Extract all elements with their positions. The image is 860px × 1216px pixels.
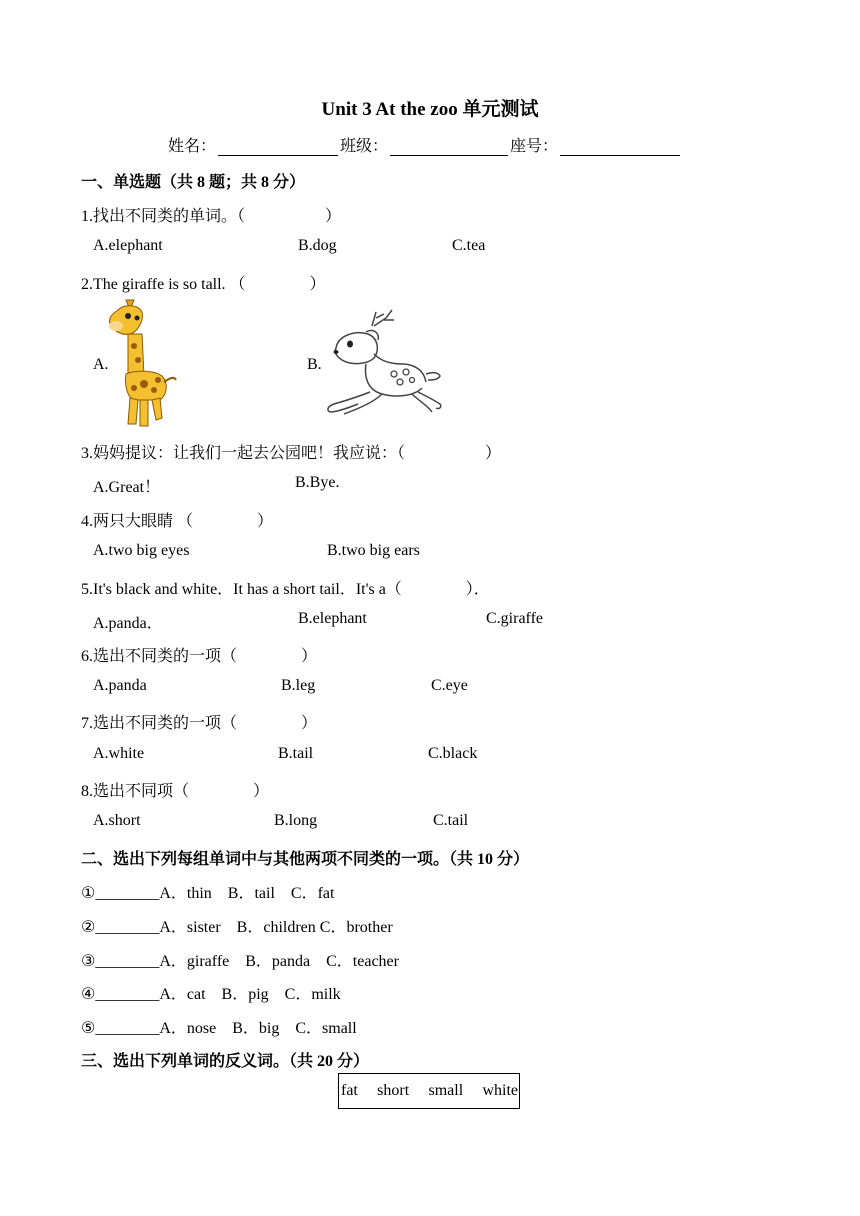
question-8-option-c[interactable]: C.tail [433, 812, 469, 829]
question-3-option-a[interactable]: A.Great！ [93, 479, 161, 496]
question-5-option-b[interactable]: B.elephant [298, 610, 367, 627]
question-8-option-a[interactable]: A.short [93, 812, 141, 829]
question-2-option-b[interactable]: B. [307, 356, 322, 373]
question-2-stem: 2.The giraffe is so tall. （ ） [81, 276, 326, 293]
question-1-option-b[interactable]: B.dog [298, 237, 337, 254]
section3-heading: 三、选出下列单词的反义词。（共 20 分） [81, 1053, 370, 1070]
question-7-stem: 7.选出不同类的一项（ ） [81, 715, 318, 732]
question-6-option-c[interactable]: C.eye [431, 677, 468, 694]
name-label: 姓名： [168, 138, 217, 155]
question-6-stem: 6.选出不同类的一项（ ） [81, 648, 318, 665]
class-blank[interactable] [390, 139, 508, 156]
question-5-stem: 5.It's black and white．It has a short tail．It's a（ ）． [81, 581, 490, 598]
word-short: short [377, 1082, 410, 1099]
section2-item-5: ⑤________A．nose B．big C．small [81, 1020, 357, 1037]
seat-label: 座号： [510, 138, 559, 155]
word-small: small [428, 1082, 464, 1099]
word-fat: fat [341, 1082, 358, 1099]
section1-heading: 一、单选题（共 8 题；共 8 分） [81, 174, 306, 191]
question-8-option-b[interactable]: B.long [274, 812, 318, 829]
name-blank[interactable] [218, 139, 338, 156]
question-2-option-a[interactable]: A. [93, 356, 109, 373]
question-5-option-c[interactable]: C.giraffe [486, 610, 544, 627]
word-white: white [482, 1082, 518, 1099]
question-4-option-a[interactable]: A.two big eyes [93, 542, 190, 559]
question-6-option-b[interactable]: B.leg [281, 677, 316, 694]
question-5-option-a[interactable]: A.panda． [93, 615, 163, 632]
section2-item-3: ③________A．giraffe B．panda C．teacher [81, 953, 399, 970]
student-info-line [168, 133, 682, 156]
question-1-option-c[interactable]: C.tea [452, 237, 486, 254]
question-7-option-c[interactable]: C.black [428, 745, 478, 762]
word-box [338, 1073, 520, 1109]
seat-blank[interactable] [560, 139, 680, 156]
question-6-option-a[interactable]: A.panda [93, 677, 147, 694]
page-title: Unit 3 At the zoo 单元测试 [321, 99, 539, 120]
question-1-stem: 1.找出不同类的单词。（ ） [81, 208, 342, 225]
question-8-stem: 8.选出不同项（ ） [81, 783, 270, 800]
question-3-stem: 3.妈妈提议：让我们一起去公园吧！我应说：（ ） [81, 445, 502, 462]
class-label: 班级： [340, 138, 389, 155]
question-7-option-b[interactable]: B.tail [278, 745, 314, 762]
question-7-option-a[interactable]: A.white [93, 745, 145, 762]
giraffe-image [104, 296, 182, 430]
question-1-option-a[interactable]: A.elephant [93, 237, 163, 254]
section2-heading: 二、选出下列每组单词中与其他两项不同类的一项。（共 10 分） [81, 851, 530, 868]
section2-item-4: ④________A．cat B．pig C．milk [81, 986, 341, 1003]
section2-item-1: ①________A．thin B．tail C．fat [81, 885, 335, 902]
section2-item-2: ②________A．sister B．children C．brother [81, 919, 393, 936]
question-4-option-b[interactable]: B.two big ears [327, 542, 420, 559]
deer-image [322, 308, 446, 420]
question-4-stem: 4.两只大眼睛 （ ） [81, 513, 274, 530]
question-3-option-b[interactable]: B.Bye. [295, 474, 340, 491]
